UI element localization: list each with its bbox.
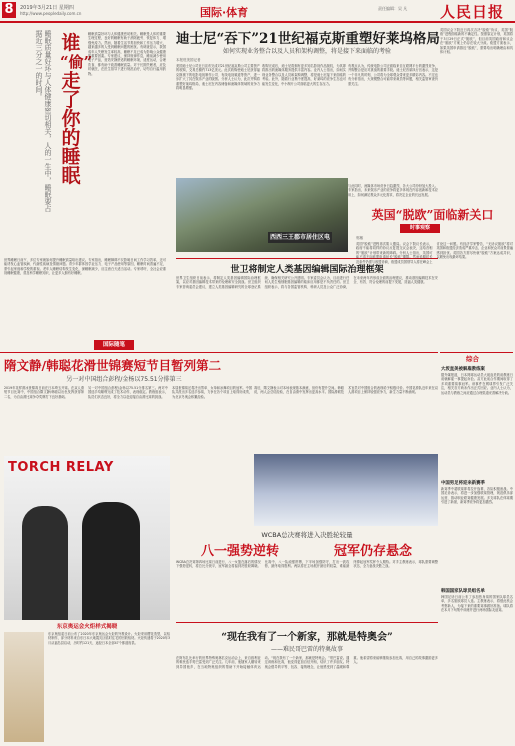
wcba-left-headline: 八一强势逆转 [200, 544, 279, 559]
disney-headline: 迪士尼“吞下”21世纪福克斯重塑好莱坞格局 [176, 31, 440, 47]
torch-relay-text: TORCH RELAY [8, 460, 114, 475]
page-number: 8 [2, 2, 16, 18]
disney-body-2: 收购完成后，迪士尼将拥有更多知名影视作品版权，为其即将推出的流媒体服务提供丰富内容。业内人士指出，如何实现业务整合以及人员和架构调整，将是迪士尼接下来面临的考验。此外，随着行业集中度提高，好莱坞的竞争生态也可能发生变化，中小制片公司面临更大的生存压力。 [262, 64, 346, 86]
torch-photo [4, 456, 170, 620]
brexit-body: 英国“脱欧”进程再次陷入僵局。议会下院议长表示，政府不能将同样的协议反复提交议会表决，这给首相的“脱欧”计划带来新的障碍。分析人士指出，英国可能不得不向欧盟申请延长“脱欧”期限。然而延期时长及条件仍需与欧盟协商，欧盟成员国领导人将在峰会上讨论这一问题。有经济学家警告，“无协议脱欧”将对英国和欧盟经济造成严重冲击，企业和民众对前景普遍感到担忧。英国各方需尽快就“脱欧”方案达成共识，以避免出现最坏结果。 [356, 242, 513, 264]
specialolympics-subhead: ——难民哥巴雷的特奥故事 [270, 646, 343, 653]
person-left [22, 506, 68, 620]
skating-body-3: 本届世锦赛还将决出男单、女单和冰舞项目的冠军。中国队共派出多名选手参赛，力争在各个项目上取得好成绩，为北京冬奥会积累经验。 [172, 386, 252, 399]
essay-label: 国际随笔 [94, 340, 134, 350]
skating-body-4: 赛后，隋文静表示对本场表现基本满意，但仍有提升空间。韩聪说，两人会总结经验，在自由滑中发挥出更高水平。国际滑联技术官员对中国组合的表现给予积极评价。中国花滑队近年来在双人滑项目上保持较强竞争力，新生力量不断涌现。 [254, 386, 438, 395]
brexit-byline: 郭敏 [356, 236, 364, 240]
skating-photo [254, 454, 438, 526]
disney-subhead: 如何实现业务整合以及人员和架构调整，将是接下来面临的考验 [222, 48, 391, 55]
digest-heading-3: 韩国国家队球员组名单 [441, 589, 485, 594]
disney-body-4: 与此同时，流媒体市场竞争日趋激烈，各大公司纷纷加大投入。专家指出，未来娱乐产业的竞争将更多体现在内容创新和技术应用上，如何满足观众多元化需求，将决定企业的长远发展。 [348, 184, 438, 197]
disney-body-3: 有观点认为，传统电影公司正面临来自互联网平台的激烈竞争，并购整合是应对挑战的重要手段。迪士尼首席执行官表示，这是一个非凡的时刻，公司将为全球观众带来更多精彩内容。不过也有分析指出，大规模整合可能带来裁员等问题，相关监管审查仍需关注。 [348, 64, 438, 86]
who-body: 世界卫生组织日前表示，将制定人类基因编辑国际治理框架，以应对基因编辑技术带来的伦理和安全挑战。世卫组织专家咨询委员会建议，建立人类基因编辑研究的全球登记系统，确保相关研究公开透明。专家委员会认为，目前进行任何人类生殖细胞基因编辑的临床应用都是不负责任的。世卫组织表示，将与各国监管机构、科研人员及公众广泛协商，在未来两年内形成全面的治理建议，推动基因编辑技术在安全、有效、符合伦理的前提下发展，造福人类健康。 [176, 276, 438, 289]
torch-caption: 东京奥运会火炬样式揭晓 [56, 624, 118, 630]
sleep-body-bottom: 世界睡眠日前夕，多位专家就如何提升睡眠质量给出建议。专家指出，睡眠障碍不仅影响日间工作学习效率，还可能诱发心血管疾病、代谢性疾病及情绪问题。青少年群体因学业压力、电子产品使用等原因，睡眠时间普遍不足，需引起家庭和学校的重视。老年人睡眠结构发生变化，深睡眠减少，应注意白天适当活动。专家呼吁，全社会应重视睡眠健康，普及科学睡眠知识，让更多人拥有好睡眠。 [4, 258, 166, 276]
wcba-kicker: WCBA总决赛将进入决胜轮较量 [261, 531, 353, 539]
specialolympics-body: 在阿布扎比举行的世界特殊奥林匹克运动会上，来自叙利亚的难民选手哥巴雷受到广泛关注。几年前，他随家人辗转来到异国他乡，在当地特奥组织的帮助下开始接触体育运动。“现在我有了一个新家，那就是特奥会。”哥巴雷说。通过训练和比赛，他变得更加自信开朗，结识了许多朋友。特奥会倡导的平等、包容、接纳理念，让他感受到了温暖和尊重。他希望将来能够继续参加比赛，用自己的故事激励更多人。 [176, 656, 438, 669]
header-rule [0, 21, 515, 23]
brexit-label: 时事观察 [400, 224, 440, 233]
skating-body-2: 另一对中国组合彭程/金杨以75.51分排名第三。两对中国选手均顺利完成了技术动作，表现稳定。教练组表示，队员们状态良好，将全力以赴迎接自由滑比赛的挑战。 [88, 386, 168, 399]
section-title: 国际·体育 [200, 6, 249, 19]
wcba-right-headline: 冠军仍存悬念 [333, 544, 412, 559]
sleep-body-top: 睡眠质量好坏与人体健康密切相关。睡眠是人体的重要生理过程，良好的睡眠有助于消除疲劳、恢复体力、增强免疫力。然而，随着生活节奏加快和工作压力增大，越来越多的人受到睡眠问题的困扰。有调查显示，我国成年人失眠发生率较高，睡眠不足已成为影响公众健康的重要因素。专家建议，保持规律作息，睡前减少使用电子产品，营造安静舒适的睡眠环境，适度运动，合理饮食，都有助于改善睡眠质量。对于长期失眠者，应及时就医，在医生指导下进行规范治疗，切勿自行滥用药物。 [88, 32, 166, 76]
who-headline: 世卫将制定人类基因编辑国际治理框架 [230, 265, 384, 275]
skating-subhead: 另一对中国组合彭程/金杨以75.51分排第三 [66, 376, 182, 383]
wcba-body: WCBA总决赛第四场比赛日前进行，八一女篮在落后的情况下强势逆转，将总比分扳平，冠军悬念将留到决胜轮揭晓。比赛中，八一队顽强拼搏，下半场加强防守，打出一波攻势，最终取得胜利。两队将在主场展开最后的较量，谁能最终捧起冠军奖杯令人期待。对手主教练表示，球队需要调整状态，全力备战决胜之战。 [176, 560, 438, 569]
site-url: http://www.peopledaily.com.cn [20, 11, 82, 16]
issue-date: 2019年3月21日 星期四 [20, 5, 74, 11]
digest-heading-2: 中国男足将迎来新赛季 [441, 481, 485, 486]
digest-heading-1: 大坂直美被解雇教练案 [441, 367, 485, 372]
brexit-headline: 英国“脱欧”面临新关口 [371, 208, 494, 222]
disney-body-1: 美国迪士尼公司近日宣布完成对21世纪福克斯公司主要资产的收购，交易总额约713亿美元。此次收购使迪士尼获得福克斯旗下的电影电视制作公司、有线电视频道等资产，进一步扩大了其在娱乐产业的版图。分析人士认为，此次并购将重塑好莱坞格局，迪士尼在内容储备和流媒体领域的竞争力将明显增强。 [176, 64, 260, 91]
digest-label: 综合 [466, 355, 479, 363]
person-right [82, 502, 140, 620]
disney-byline: 本报驻美国记者 [176, 58, 201, 62]
divider-skating [0, 352, 438, 353]
sleep-heading: 谁 “偷” 走了 你的 睡眠 [60, 32, 93, 187]
sleep-subtitle: 睡眠质量好坏与人体健康密切相关，人的一生中，睡眠要占据近三分之一的时间。 [35, 30, 52, 212]
brexit-intro: 英国议会下院近日再次否决“脱欧”协议，英国“脱欧”进程面临新的不确定性。按照原定计划，英国将于3月29日正式“脱欧”，但目前英国政府和议会在“脱欧”方案上仍存在较大分歧。欧盟方面表示，如果英国申请推迟“脱欧”，需要给出明确理由和具体计划。 [440, 28, 513, 55]
divider-specialolympics [176, 622, 438, 623]
masthead-logo: 人民日报 [440, 3, 505, 21]
torch-body: 东京奥组委日前公布了2020年东京奥运会火炬的外观设计。火炬采用樱花造型，以铝材制作，部分材料来自东日本大地震灾区临时住宅的回收铝材。火炬传递将于2020年3月从福岛县启动，历时约121天，途经日本全部47个都道府县。 [48, 632, 170, 645]
skating-headline: 隋文静/韩聪花滑世锦赛短节目暂列第二 [4, 358, 222, 373]
skating-body-1: 2019年花样滑冰世锦赛日前在日本埼玉开赛。在双人滑短节目比赛中，中国组合隋文静/韩聪以出色发挥获得第二名，为自由滑比赛争夺奖牌打下良好基础。 [4, 386, 84, 399]
editor-info: 责任编辑：吴 凡 [378, 6, 408, 11]
digest-body-1: 据外媒报道，日本网球运动员大坂直美的前教练日前就解雇一事提起诉讼。双方此前合作期间取得了多项重要赛事冠军。该事件在网球界引发广泛关注，相关各方尚未作出正式回应。业内人士认为，运动员与教练之间应通过合理渠道妥善解决分歧。 [441, 373, 513, 395]
torch-object-photo [4, 632, 44, 742]
digest-body-3: 韩国足协日前公布了参加热身赛的国家队球员名单，多名旅欧球员入选。主教练表示，将借此机会考察新人，为接下来的重要赛事做好准备。球队将在本月下旬集中训练并进行两场国际友谊赛。 [441, 595, 513, 613]
disney-photo-caption: 西西三王郡市居住区电 [269, 234, 330, 241]
specialolympics-headline: “现在我有了一个新家，那就是特奥会” [221, 632, 393, 643]
digest-body-2: 新赛季中超联赛即将拉开战幕，各队积极备战。中国足协表示，将进一步加强联赛管理，规范俱乐部运营，推动职业联赛健康发展。多支球队在休赛期引进了新援，新赛季竞争将更加激烈。 [441, 487, 513, 505]
